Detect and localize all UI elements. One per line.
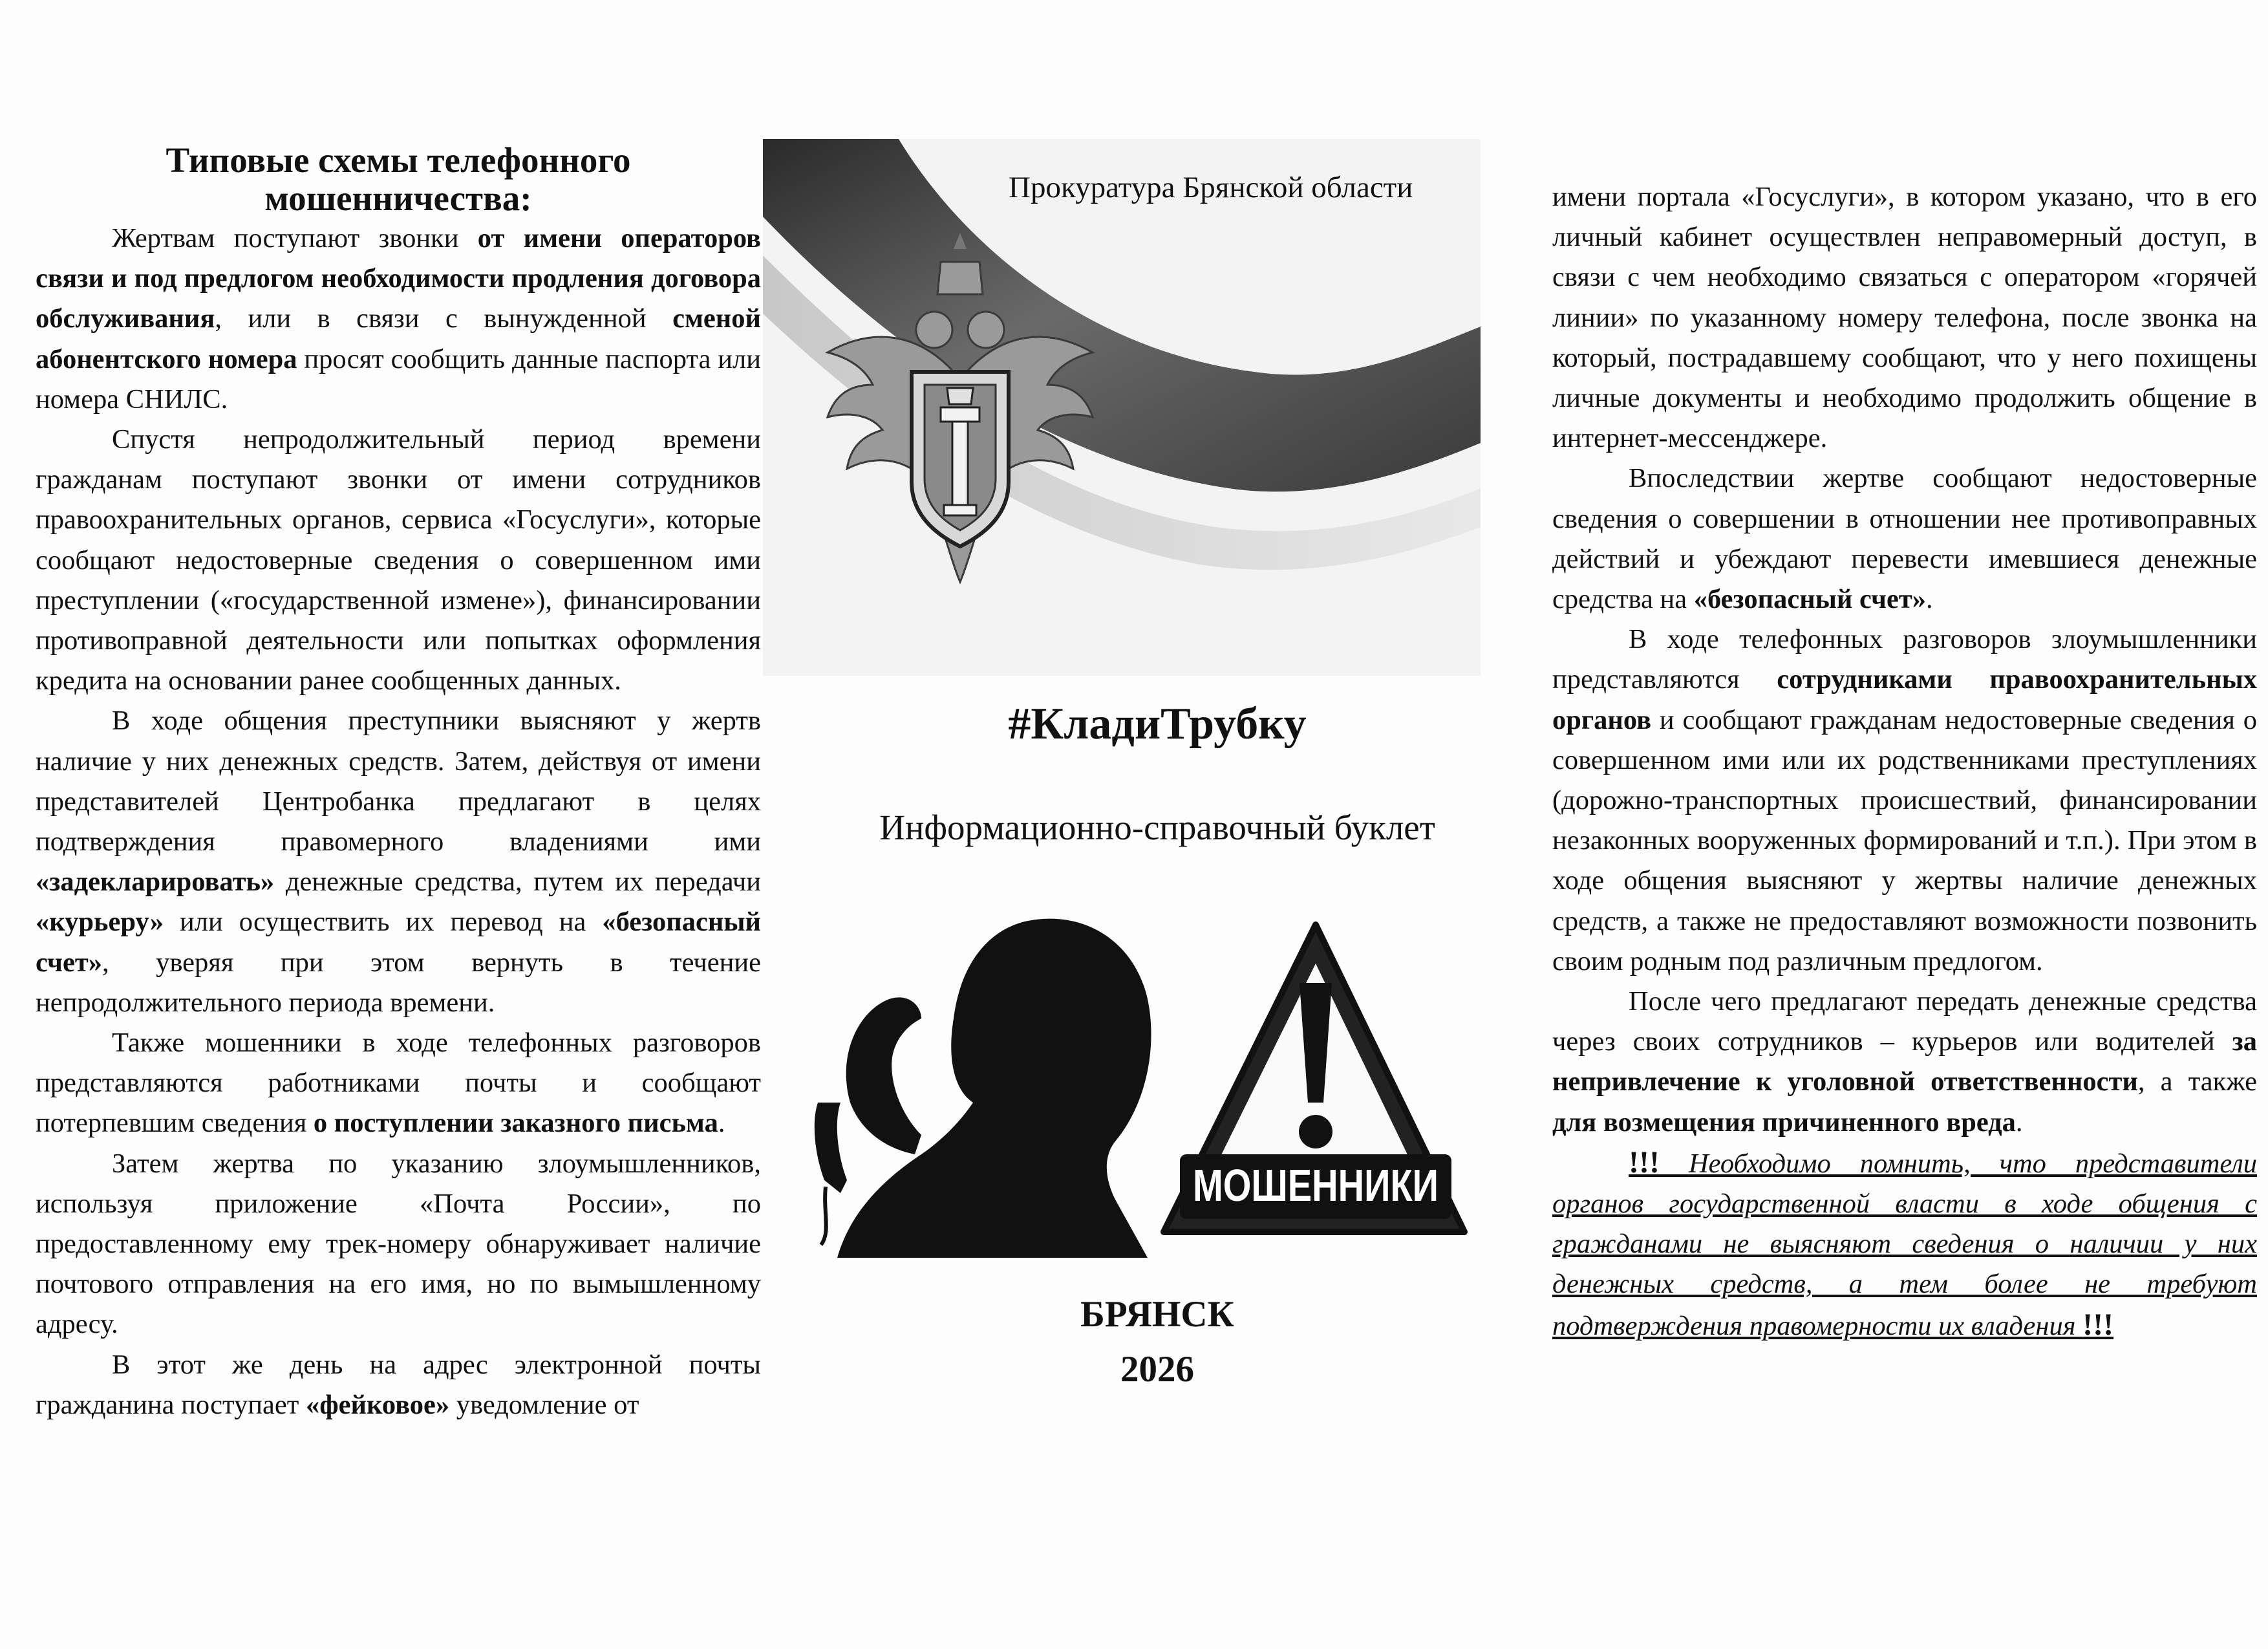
paragraph-couriers: После чего предлагают передать денежные средства через своих сотрудников – курьеров или водителей за непривлечение к уголовной ответственности, а также для возмещения причиненного вреда. (1552, 986, 2257, 1137)
right-column (1552, 0, 2257, 1346)
prosecutor-emblem (821, 223, 1099, 585)
paragraph-impersonation: В ходе телефонных разговоров злоумышленники представляются сотрудниками правоохранительных органов и сообщают гражданам недостоверные сведения о совершенном ими или их родственниками преступлениях (дорожно-транспортных происшествий, финансировании незаконных вооруженных формирований и т.п.). При этом в ходе общения выясняют у жертвы наличие денежных средств, а также не предоставляют возможности позвонить своим родным под различным предлогом. (1552, 624, 2257, 976)
campaign-hashtag: #КладиТрубку (1008, 699, 1307, 749)
phone-caller-silhouette (815, 919, 1151, 1258)
fraud-warning-illustration (811, 909, 1477, 1258)
booklet-subtitle: Информационно-справочный буклет (879, 808, 1435, 847)
paragraph-law-enforcement: Спустя непродолжительный период времени гражданам поступают звонки от имени сотрудников правоохранительных органов, сервиса «Госуслуги», которые сообщают недостоверные сведения о совершенном ими преступлении («государственной измене»), финансировании противоправной деятельности или попытках оформления кредита на основании ранее сообщенных данных. (36, 424, 761, 696)
paragraph-gosuslugi: имени портала «Госуслуги», в котором указано, что в его личный кабинет осуществлен неправомерный доступ, в связи с чем необходимо связаться с оператором «горячей линии» по указанному номеру телефона, после звонка на который, пострадавшему сообщают, что у него похищены личные документы и необходимо продолжить общение в интернет-мессенджере. (1552, 182, 2257, 454)
publication-year: 2026 (1120, 1349, 1194, 1390)
emblem-banner (763, 139, 1481, 676)
cover-panel (763, 0, 1552, 1649)
paragraph-post-office: Также мошенники в ходе телефонных разговоров представляются работниками почты и сообщают потерпевшим сведения о поступлении заказного письма. (36, 1028, 761, 1139)
city-name: БРЯНСК (1080, 1294, 1234, 1335)
paragraph-email: В этот же день на адрес электронной почты гражданина поступает «фейковое» уведомление от (36, 1349, 761, 1420)
important-reminder: !!! Необходимо помнить, что представители органов государственной власти в ходе общения с гражданами не выясняют сведения о наличии у них денежных средств, а тем более не требуют подтверждения правомерности их владения !!! (1552, 1145, 2257, 1342)
paragraph-safe-account: Впоследствии жертве сообщают недостоверные сведения о совершении в отношении нее противоправных действий и убеждают перевести имевшиеся денежные средства на «безопасный счет». (1552, 463, 2257, 615)
organization-name: Прокуратура Брянской области (1009, 171, 1413, 204)
paragraph-operators: Жертвам поступают звонки от имени операторов связи и под предлогом необходимости продления договора обслуживания, или в связи с вынужденной сменой абонентского номера просят сообщить данные паспорта или номера СНИЛС. (36, 223, 761, 415)
section-title: Типовые схемы телефонного мошенничества: (166, 140, 631, 218)
left-column (36, 0, 761, 1425)
paragraph-tracking: Затем жертва по указанию злоумышленников, используя приложение «Почта России», по предоставленному ему трек-номеру обнаруживает наличие почтового отправления на его имя, но по вымышленному адресу. (36, 1148, 761, 1340)
paragraph-central-bank: В ходе общения преступники выясняют у жертв наличие у них денежных средств. Затем, действуя от имени представителей Центробанка предлагают в целях подтверждения правомерного владениями ими «задекларировать» денежные средства, путем их передачи «курьеру» или осуществить их перевод на «безопасный счет», уверяя при этом вернуть в течение непродолжительного периода времени. (36, 706, 761, 1018)
warning-sign-label: МОШЕННИКИ (1193, 1160, 1439, 1211)
